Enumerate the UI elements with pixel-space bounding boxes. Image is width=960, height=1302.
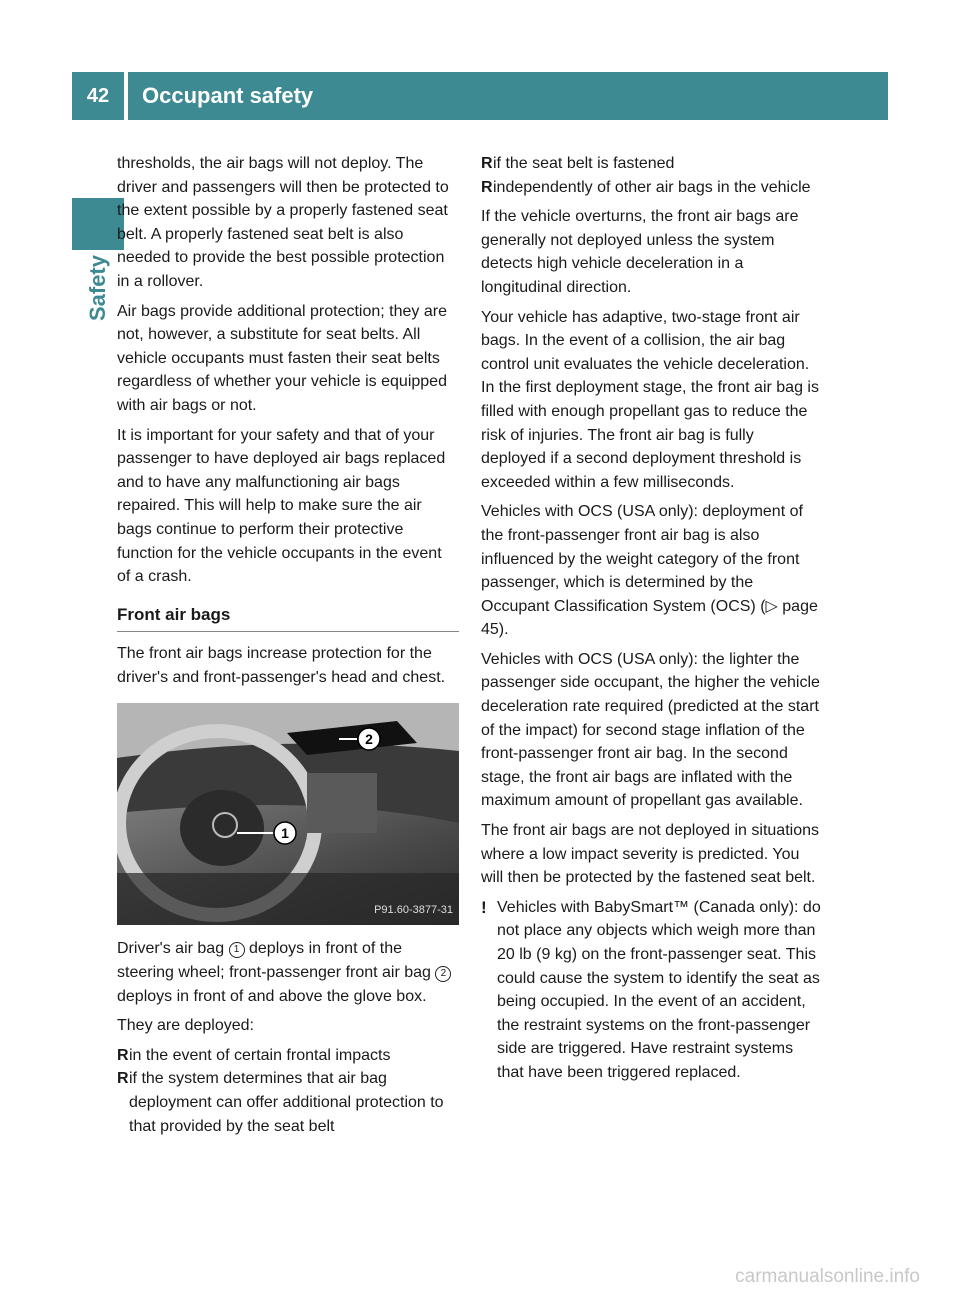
section-tab-label: Safety (85, 255, 110, 322)
paragraph: They are deployed: (117, 1017, 254, 1035)
paragraph: Air bags provide additional protection; they are not, however, a substitute for seat belts. All vehicle occupants must fasten their seat belts regardless of whether your vehicle is equipped with air bags or not. (117, 302, 447, 414)
paragraph: Your vehicle has adaptive, two-stage front air bags. In the event of a collision, the air bag control unit evaluates the vehicle deceleration. In the first deployment stage, the front air bag is filled with enough propellant gas to reduce the risk of injuries. The front air bag is fully deployed if a second deployment threshold is exceeded within a few milliseconds. (481, 308, 819, 491)
right-column (481, 152, 823, 1085)
callout-2-label: 2 (365, 731, 373, 748)
bullet-mark: R (481, 155, 493, 172)
dashboard-illustration (117, 703, 459, 925)
text-span: Driver's air bag (117, 940, 225, 958)
callout-ref-2: 2 (435, 966, 451, 982)
paragraph (117, 937, 459, 1008)
left-column (117, 152, 459, 1138)
paragraph: The front air bags are not deployed in situations where a low impact severity is predicted. You will then be protected by the fastened seat belt. (481, 822, 819, 887)
steering-hub (180, 790, 264, 866)
callout-ref-1: 1 (229, 942, 245, 958)
list-item-text: independently of other air bags in the vehicle (493, 178, 811, 196)
callout-1-label: 1 (281, 825, 289, 842)
list-item-text: if the system determines that air bag deployment can offer additional protection to that provided by the seat belt (129, 1070, 444, 1135)
paragraph: The front air bags increase protection for the driver's and front-passenger's head and chest. (117, 645, 446, 686)
list-item-text: if the seat belt is fastened (493, 155, 675, 172)
list-item-text: in the event of certain frontal impacts (129, 1046, 391, 1064)
section-heading: Front air bags (117, 603, 459, 633)
warning-note (481, 896, 823, 1085)
warning-text: Vehicles with BabySmart™ (Canada only): do not place any objects which weigh more than 20 lb (9 kg) on the front-passenger seat. This could cause the system to identify the seat as being occupied. In the event of an accident, the restraint systems on the front-passenger side are triggered. Have restraint systems that have been triggered replaced. (497, 898, 821, 1081)
paragraph: It is important for your safety and that of your passenger to have deployed air bags replaced and to have any malfunctioning air bags repaired. This will help to make sure the air bags continue to perform their protective function for the vehicle occupants in the event of a crash. (117, 426, 446, 586)
bullet-mark: R (117, 1070, 129, 1088)
paragraph: Vehicles with OCS (USA only): deployment of the front-passenger front air bag is also influenced by the weight category of the front passenger, which is determined by the Occupant Classification System (OCS) (▷ page 45). (481, 503, 818, 639)
paragraph: thresholds, the air bags will not deploy. The driver and passengers will then be protected to the extent possible by a properly fastened seat belt. A properly fastened seat belt is also needed to provide the best possible protection in a rollover. (117, 155, 449, 290)
list-item (481, 176, 823, 200)
text-span: deploys in front of the steering wheel; front-passenger front air bag (117, 940, 431, 982)
bullet-mark: R (481, 178, 493, 196)
list-item (117, 1067, 459, 1138)
page-header-title: Occupant safety (128, 72, 888, 120)
watermark: carmanualsonline.info (735, 1266, 920, 1287)
paragraph: If the vehicle overturns, the front air bags are generally not deployed unless the system detects high vehicle deceleration in a longitudinal direction. (481, 208, 799, 296)
figure-code: P91.60-3877-31 (374, 903, 453, 916)
text-span: deploys in front of and above the glove box. (117, 987, 427, 1005)
center-console (307, 773, 377, 833)
page-number: 42 (72, 72, 124, 120)
warning-icon: ! (481, 897, 487, 917)
dashboard-photo (117, 703, 459, 925)
paragraph: Vehicles with OCS (USA only): the lighter the passenger side occupant, the higher the vehicle deceleration rate required (predicted at the start of the impact) for second stage inflation of the front-passenger front air bag. In the second stage, the front air bags are inflated with the maximum amount of propellant gas available. (481, 650, 820, 810)
list-item (117, 1044, 459, 1068)
bullet-mark: R (117, 1046, 129, 1064)
list-item (481, 152, 823, 176)
